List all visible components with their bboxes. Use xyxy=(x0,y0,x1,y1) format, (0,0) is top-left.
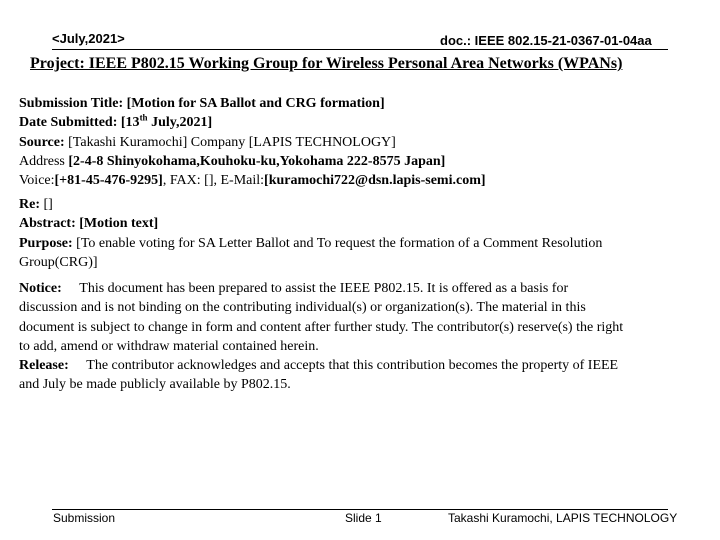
date-submitted-label: Date Submitted: xyxy=(19,115,121,131)
release-text: and July be made publicly available by P802.15. xyxy=(19,377,291,393)
submission-title-label: Submission Title: xyxy=(19,96,127,111)
fax-email-label: , FAX: [], E-Mail: xyxy=(162,173,265,189)
date-submitted-line xyxy=(19,113,711,132)
re-line xyxy=(19,195,711,214)
address-line xyxy=(19,152,711,171)
abstract-label: Abstract: xyxy=(19,216,80,232)
address-label: Address xyxy=(19,153,69,169)
notice-text: to add, amend or withdraw material contained herein. xyxy=(19,338,319,354)
header-date: <July,2021> xyxy=(52,31,125,46)
submission-block xyxy=(19,94,711,190)
details-block xyxy=(19,195,711,272)
voice-value: [+81-45-476-9295] xyxy=(54,173,163,189)
purpose-label: Purpose: xyxy=(19,235,77,251)
re-value: [] xyxy=(43,197,53,212)
project-title: Project: IEEE P802.15 Working Group for Wireless Personal Area Networks (WPANs) xyxy=(30,55,623,72)
notice-block xyxy=(19,279,711,395)
notice-label: Notice: xyxy=(19,281,62,296)
source-label: Source: xyxy=(19,134,69,150)
purpose-line xyxy=(19,234,711,253)
contact-line xyxy=(19,171,711,190)
source-line xyxy=(19,133,711,152)
email-value: [kuramochi722@dsn.lapis-semi.com] xyxy=(264,173,486,189)
abstract-line xyxy=(19,214,711,233)
notice-text: This document has been prepared to assist the IEEE P802.15. It is offered as a basis for xyxy=(79,281,569,296)
footer-slide-number: Slide 1 xyxy=(345,511,382,525)
notice-line xyxy=(19,279,711,298)
notice-text: discussion and is not binding on the contributing individual(s) or organization(s). The material in this xyxy=(19,300,586,316)
abstract-value: [Motion text] xyxy=(79,216,159,232)
submission-title-value: [Motion for SA Ballot and CRG formation] xyxy=(126,96,385,111)
date-submitted-value: [13th July,2021] xyxy=(120,112,213,131)
submission-title-line xyxy=(19,94,711,113)
release-line xyxy=(19,356,711,375)
voice-label: Voice: xyxy=(19,173,55,189)
address-value: [2-4-8 Shinyokohama,Kouhoku-ku,Yokohama 222-8575 Japan] xyxy=(68,153,446,169)
footer-author: Takashi Kuramochi, LAPIS TECHNOLOGY xyxy=(448,511,678,525)
re-label: Re: xyxy=(19,197,44,212)
header-divider xyxy=(52,49,668,50)
release-text: The contributor acknowledges and accepts that this contribution becomes the property of IEEE xyxy=(86,358,619,374)
purpose-value: [To enable voting for SA Letter Ballot and To request the formation of a Comment Resolution xyxy=(76,235,603,251)
footer-divider xyxy=(52,509,668,510)
header-doc-id: doc.: IEEE 802.15-21-0367-01-04aa xyxy=(440,33,652,48)
footer-submission: Submission xyxy=(53,511,116,525)
release-label: Release: xyxy=(19,358,69,374)
source-value: [Takashi Kuramochi] Company [LAPIS TECHNOLOGY] xyxy=(68,134,396,150)
purpose-line-2: Group(CRG)] xyxy=(19,254,98,270)
notice-text: document is subject to change in form and content after further study. The contributor(s) reserve(s) the right xyxy=(19,319,624,335)
